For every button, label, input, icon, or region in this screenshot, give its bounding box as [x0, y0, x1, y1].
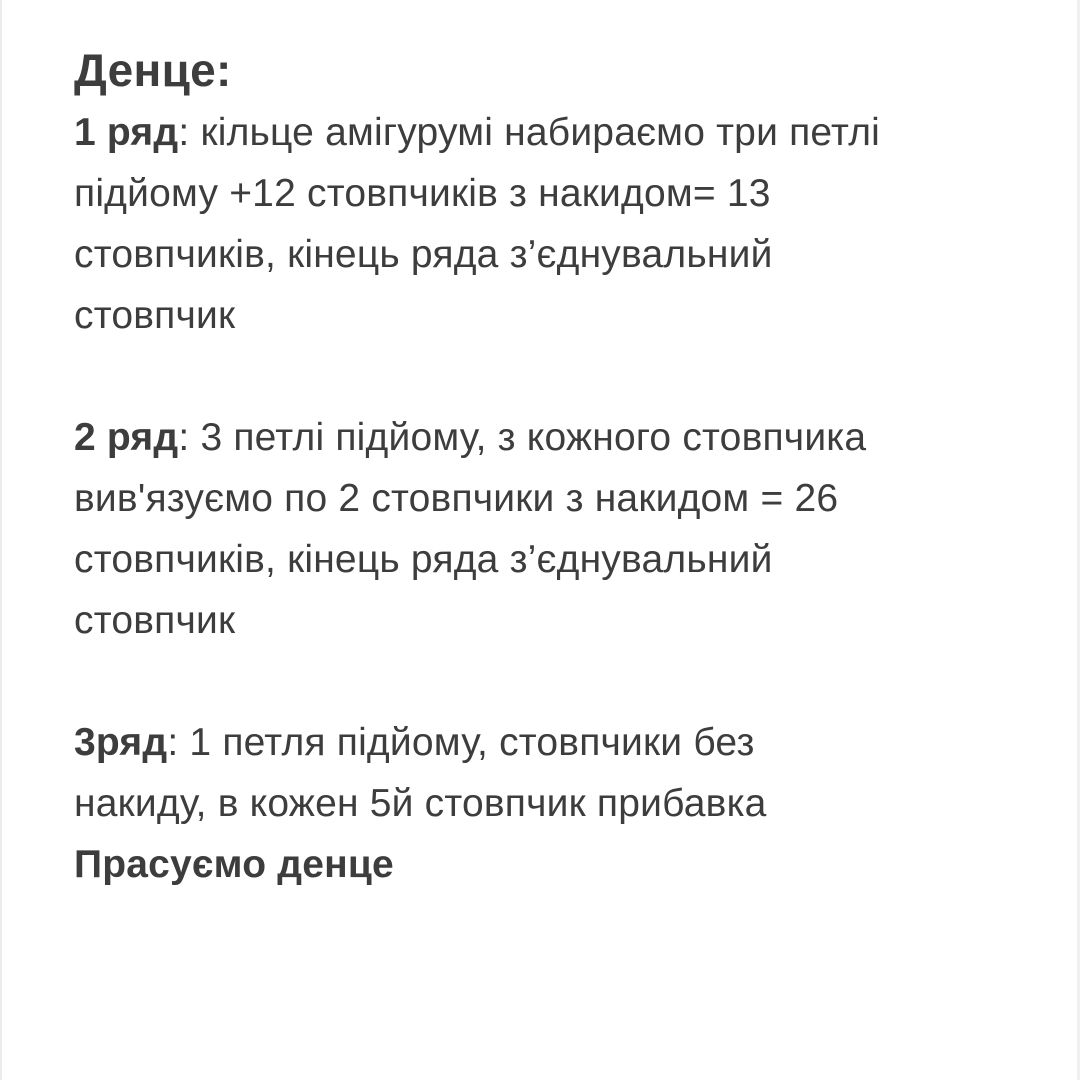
row-3-separator: : [167, 721, 179, 764]
row-2-line-4: стовпчик [74, 599, 236, 642]
row-2-block [74, 407, 1034, 651]
row-3-line-2: накиду, в кожен 5й стовпчик прибавка [74, 782, 767, 825]
page-title: Денце: [74, 44, 232, 96]
row-1-line-3: стовпчиків, кінець ряда з’єднувальний [74, 233, 773, 276]
row-1-block [74, 102, 1034, 346]
row-1-label: 1 ряд [74, 111, 179, 154]
row-1-line-2: підйому +12 стовпчиків з накидом= 13 [74, 172, 771, 215]
left-edge-divider [0, 0, 2, 1080]
row-1-text: кільце амігурумі набираємо три петлі [189, 111, 881, 154]
row-2-separator: : [178, 416, 190, 459]
row-3-label: 3ряд [74, 721, 168, 764]
row-2-line-2: вив'язуємо по 2 стовпчики з накидом = 26 [74, 477, 839, 520]
row-2-label: 2 ряд [74, 416, 179, 459]
row-1-separator: : [178, 111, 190, 154]
closing-instruction: Прасуємо денце [74, 843, 394, 886]
note-content [74, 38, 1034, 895]
paragraph-gap [74, 651, 1034, 712]
row-2-text: 3 петлі підйому, з кожного стовпчика [189, 416, 867, 459]
row-1-line-1 [74, 102, 1034, 163]
row-3-line-1 [74, 712, 1034, 773]
paragraph-gap [74, 346, 1034, 407]
row-3-text: 1 петля підйому, стовпчики без [178, 721, 755, 764]
row-3-block [74, 712, 1034, 834]
row-2-line-1 [74, 407, 1034, 468]
row-2-line-3: стовпчиків, кінець ряда з’єднувальний [74, 538, 773, 581]
row-1-line-4: стовпчик [74, 294, 236, 337]
